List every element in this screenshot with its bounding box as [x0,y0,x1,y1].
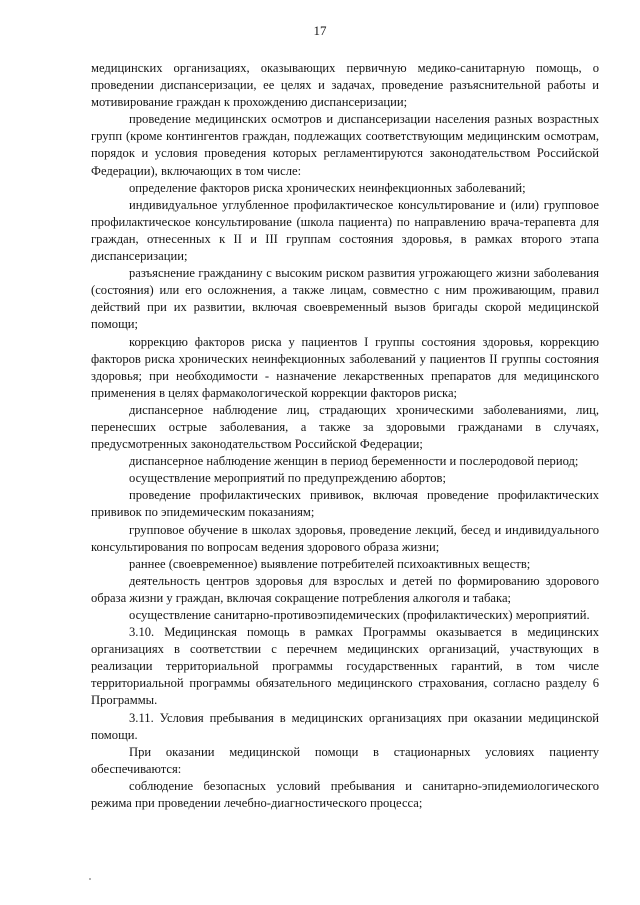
paragraph: деятельность центров здоровья для взрослых и детей по формированию здорового образа жизни у граждан, включая сокращение потребления алкоголя и табака; [91,573,599,605]
section-heading-3-11: 3.11. Условия пребывания в медицинских организациях при оказании медицинской помощи. [91,710,599,742]
paragraph: осуществление мероприятий по предупреждению абортов; [129,471,446,486]
paragraph: коррекцию факторов риска у пациентов I группы состояния здоровья, коррекцию факторов риска хронических неинфекционных заболеваний у пациентов II группы состояния здоровья; при необходимости - назначение лекарственных препаратов для медицинского применения в целях фармакологической коррекции факторов риска; [91,334,599,400]
paragraph: При оказании медицинской помощи в стационарных условиях пациенту обеспечиваются: [91,744,599,776]
scan-speck [89,878,91,880]
paragraph: раннее (своевременное) выявление потребителей психоактивных веществ; [129,556,531,571]
paragraph: диспансерное наблюдение женщин в период беременности и послеродовой период; [129,454,579,469]
paragraph: индивидуальное углубленное профилактическое консультирование и (или) групповое профилактическое консультирование (школа пациента) по направлению врача-терапевта для граждан, отнесенных к II и III группам состояния здоровья, в рамках второго этапа диспансеризации; [91,197,599,264]
paragraph: осуществление санитарно-противоэпидемических (профилактических) мероприятий. [129,608,590,622]
section-paragraph-3-10: 3.10. Медицинская помощь в рамках Программы оказывается в медицинских организациях в соответствии с перечнем медицинских организаций, участвующих в реализации территориальной программы государственных гарантий, в том числе территориальной программы обязательного медицинского страхования, согласно разделу 6 Программы. [91,625,599,708]
paragraph: проведение медицинских осмотров и диспансеризации населения разных возрастных групп (кроме контингентов граждан, подлежащих соответствующим медицинским осмотрам, порядок и условия проведения которых регламентируются законодательством Российской Федерации), включающих в том числе: [91,112,599,178]
paragraph: соблюдение безопасных условий пребывания и санитарно-эпидемиологического режима при проведении лечебно-диагностического процесса; [91,778,599,811]
paragraph: медицинских организациях, оказывающих первичную медико-санитарную помощь, о проведении диспансеризации, ее целях и задачах, проведение разъяснительной работы и мотивирование граждан к прохождению диспансеризации; [91,61,599,110]
paragraph: определение факторов риска хронических неинфекционных заболеваний; [129,180,526,195]
paragraph: разъяснение гражданину с высоким риском развития угрожающего жизни заболевания (состояния) или его осложнения, а также лицам, совместно с ним проживающим, правил действий при их развитии, включая своевременный вызов бригады скорой медицинской помощи; [91,266,599,332]
page-number: 17 [313,23,327,38]
document-body [91,60,599,812]
paragraph: проведение профилактических прививок, включая проведение профилактических прививок по эпидемическим показаниям; [91,488,599,520]
paragraph: диспансерное наблюдение лиц, страдающих хроническими заболеваниями, лиц, перенесших острые заболевания, а также за здоровыми гражданами в случаях, предусмотренных законодательством Российской Федерации; [91,402,599,452]
paragraph: групповое обучение в школах здоровья, проведение лекций, бесед и индивидуального консультирования по вопросам ведения здорового образа жизни; [91,522,599,554]
